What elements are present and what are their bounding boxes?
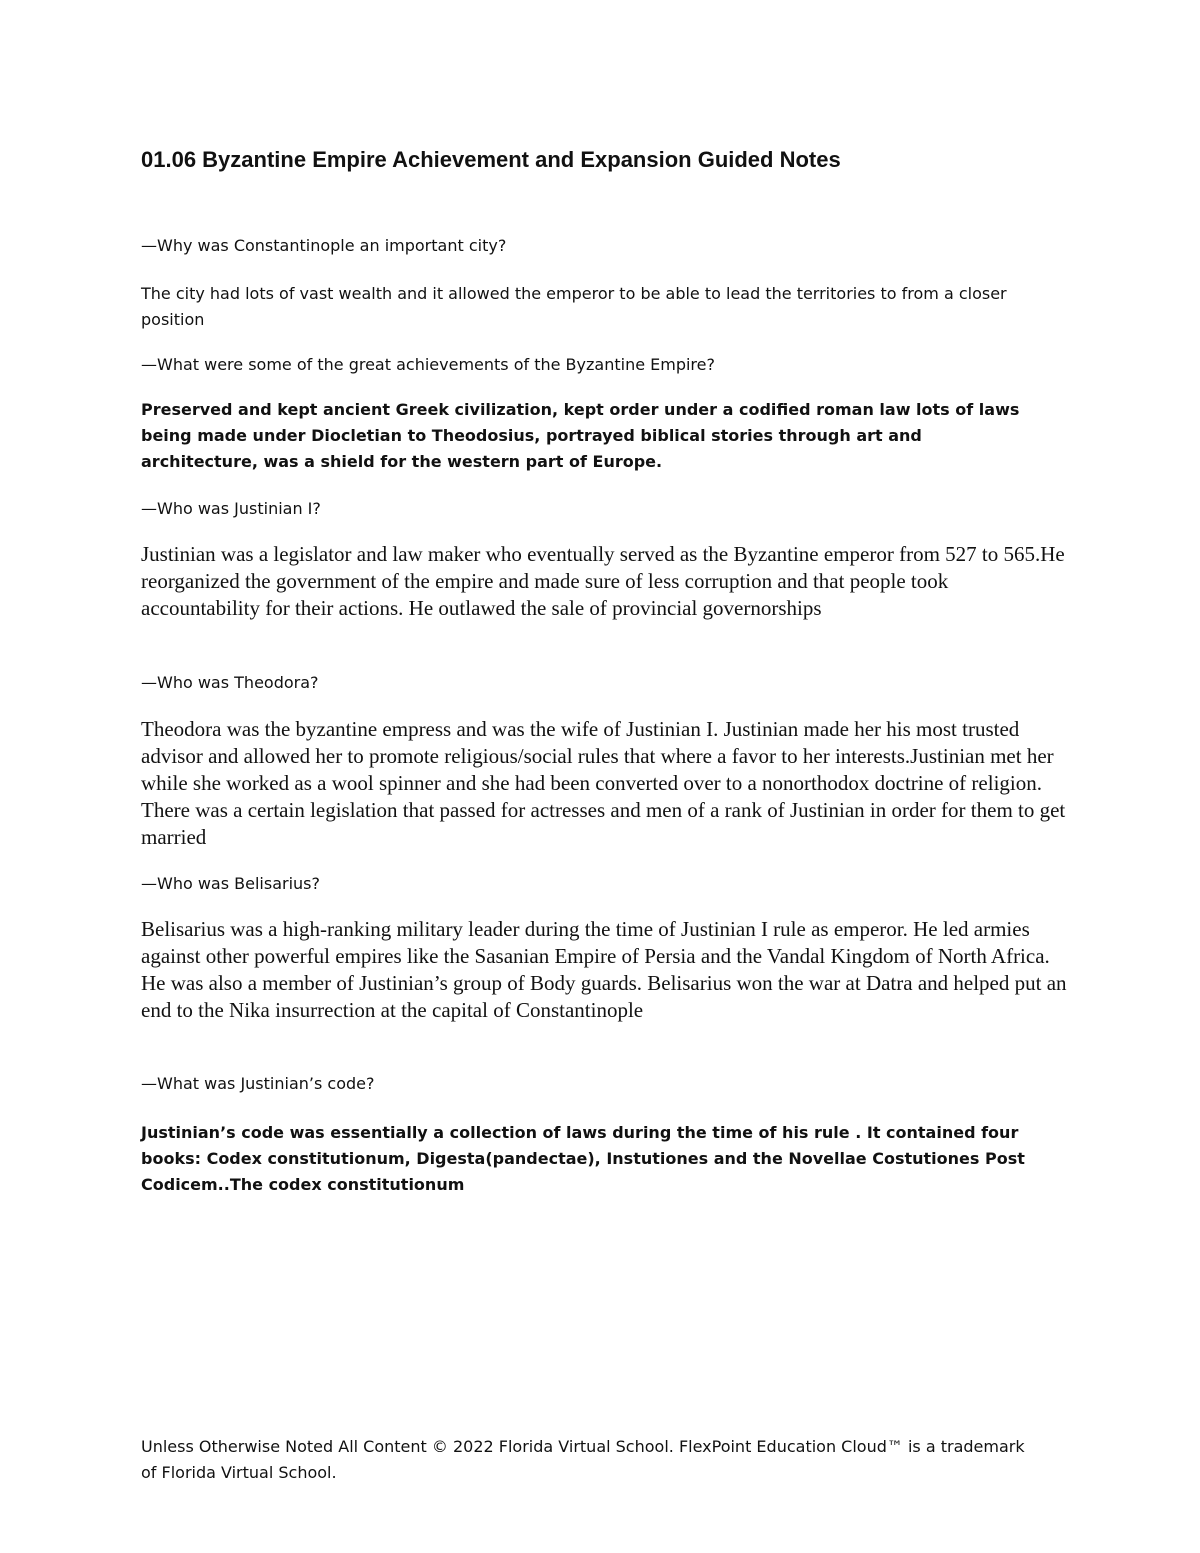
answer-belisarius: Belisarius was a high-ranking military leader during the time of Justinian I rule as emperor. He led armies against other powerful empires like the Sasanian Empire of Persia and the Vandal Kingdom of North Africa. He was also a member of Justinian’s group of Body guards. Belisarius won the war at Datra and helped put an end to the Nika insurrection at the capital of Constantinople — [141, 917, 1067, 1022]
answer-theodora: Theodora was the byzantine empress and was the wife of Justinian I. Justinian made her his most trusted advisor and allowed her to promote religious/social rules that where a favor to her interests.Justinian met her while she worked as a wool spinner and she had been converted over to a nonorthodox doctrine of religion. There was a certain legislation that passed for actresses and men of a rank of Justinian in order for them to get married — [141, 717, 1066, 849]
question-justinian: —Who was Justinian I? — [141, 499, 321, 518]
answer-justinian: Justinian was a legislator and law maker who eventually served as the Byzantine emperor from 527 to 565.He reorganized the government of the empire and made sure of less corruption and that people took accountability for their actions. He outlawed the sale of provincial governorships — [141, 542, 1065, 620]
footer-copyright: Unless Otherwise Noted All Content © 2022 Florida Virtual School. FlexPoint Education Cloud™ is a trademark of Florida Virtual School. — [141, 1437, 1025, 1482]
question-belisarius: —Who was Belisarius? — [141, 874, 320, 893]
question-achievements: —What were some of the great achievements of the Byzantine Empire? — [141, 355, 715, 374]
question-constantinople: —Why was Constantinople an important city? — [141, 236, 507, 255]
question-theodora: —Who was Theodora? — [141, 673, 319, 692]
page-title: 01.06 Byzantine Empire Achievement and Expansion Guided Notes — [141, 147, 841, 172]
question-justinians-code: —What was Justinian’s code? — [141, 1074, 375, 1093]
answer-constantinople: The city had lots of vast wealth and it allowed the emperor to be able to lead the territories to from a closer position — [141, 284, 1007, 329]
answer-justinians-code: Justinian’s code was essentially a collection of laws during the time of his rule . It contained four books: Codex constitutionum, Digesta(pandectae), Instutiones and the Novellae Costutiones Post Codicem..The codex constitutionum — [141, 1123, 1025, 1194]
answer-achievements: Preserved and kept ancient Greek civilization, kept order under a codified roman law lots of laws being made under Diocletian to Theodosius, portrayed biblical stories through art and architecture, was a shield for the western part of Europe. — [141, 400, 1020, 471]
